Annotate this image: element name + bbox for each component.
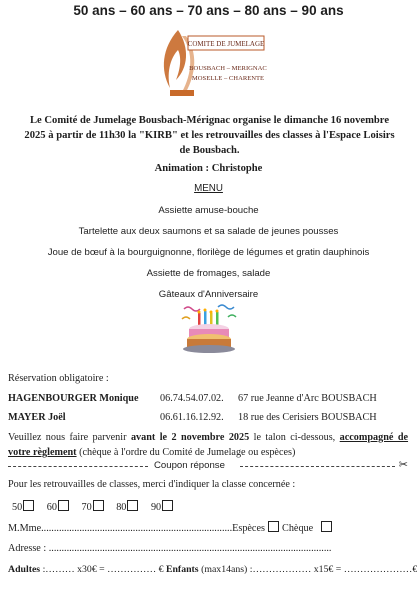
name-line [8, 521, 332, 534]
scissors-icon: ✂ [398, 459, 408, 471]
intro-line-1: Le Comité de Jumelage Bousbach-Mérignac organise le dimanche 16 novembre [29, 115, 390, 126]
cheque-label: Chèque [282, 523, 314, 534]
birthday-cake-icon [178, 303, 240, 357]
contact-address: 18 rue des Cerisiers BOUSBACH [238, 412, 377, 423]
class-label: 50 [12, 502, 23, 513]
class-label: 60 [46, 502, 57, 513]
intro-line-2: 2025 à partir de 11h30 la "KIRB" et les retrouvailles des classes à l'Espace Loisirs [24, 130, 395, 141]
contact-phone: 06.74.54.07.02. [160, 393, 224, 404]
coupon-cut-line [8, 460, 408, 473]
deadline-part2: le talon ci-dessous, [253, 432, 336, 443]
class-label: 70 [81, 502, 92, 513]
class-checkbox-90[interactable] [162, 500, 173, 511]
adultes-field[interactable]: :……… x30€ = …………… € [40, 564, 164, 575]
animation-line: Animation : Christophe [154, 163, 263, 174]
class-checkbox-80[interactable] [127, 500, 138, 511]
deadline-part3: (chèque à l'ordre du Comité de Jumelage ou espèces) [79, 447, 296, 458]
menu-item: Assiette amuse-bouche [158, 205, 259, 216]
deadline-paragraph [8, 430, 408, 460]
deadline-date: avant le 2 novembre 2025 [130, 432, 250, 443]
intro-paragraph [12, 113, 407, 158]
cheque-checkbox[interactable] [321, 521, 332, 532]
logo-line2: BOUSBACH – MERIGNAC [189, 65, 267, 72]
enfants-field[interactable]: (max14ans) :……………… x15€ = …………………€ [198, 564, 417, 575]
deadline-payment: accompagné de votre règlement [8, 432, 409, 458]
menu-item: Joue de bœuf à la bourguignonne, florilège de légumes et gratin dauphinois [47, 247, 370, 258]
contact-address: 67 rue Jeanne d'Arc BOUSBACH [238, 393, 377, 404]
intro-line-3: de Bousbach. [179, 145, 240, 156]
deadline-part1: Veuillez nous faire parvenir [8, 432, 127, 443]
address-line [8, 543, 331, 554]
enfants-label: Enfants [165, 564, 199, 575]
class-options [12, 500, 173, 513]
adultes-label: Adultes [8, 564, 41, 575]
class-checkbox-50[interactable] [23, 500, 34, 511]
name-label: M.Mme [8, 523, 42, 534]
flame-icon [164, 30, 186, 88]
menu-item: Gâteaux d'Anniversaire [158, 289, 259, 300]
coupon-label: Coupon réponse [154, 460, 225, 471]
amount-line [8, 564, 417, 575]
contact-name: MAYER Joël [8, 412, 66, 423]
class-prompt: Pour les retrouvailles de classes, merci d'indiquer la classe concernée : [8, 479, 296, 490]
class-checkbox-70[interactable] [93, 500, 104, 511]
comite-jumelage-logo [152, 26, 268, 106]
contact-name: HAGENBOURGER Monique [8, 393, 139, 404]
reservation-label: Réservation obligatoire : [8, 373, 109, 384]
class-label: 90 [150, 502, 162, 513]
address-label: Adresse : [8, 543, 47, 554]
menu-item: Assiette de fromages, salade [146, 268, 271, 279]
menu-item: Tartelette aux deux saumons et sa salade de jeunes pousses [78, 226, 339, 237]
contact-phone: 06.61.16.12.92. [160, 412, 224, 423]
especes-checkbox[interactable] [268, 521, 279, 532]
class-label: 80 [116, 502, 127, 513]
class-checkbox-60[interactable] [58, 500, 69, 511]
address-field[interactable]: ............................................................................................................... [48, 543, 332, 554]
logo-line1: COMITE DE JUMELAGE [187, 40, 265, 48]
years-headline: 50 ans – 60 ans – 70 ans – 80 ans – 90 ans [73, 3, 344, 18]
menu-title: MENU [194, 183, 223, 194]
especes-label: Espèces [232, 523, 265, 534]
name-field[interactable]: ........................................................................... [41, 523, 233, 534]
logo-line3: MOSELLE – CHARENTE [191, 75, 265, 82]
